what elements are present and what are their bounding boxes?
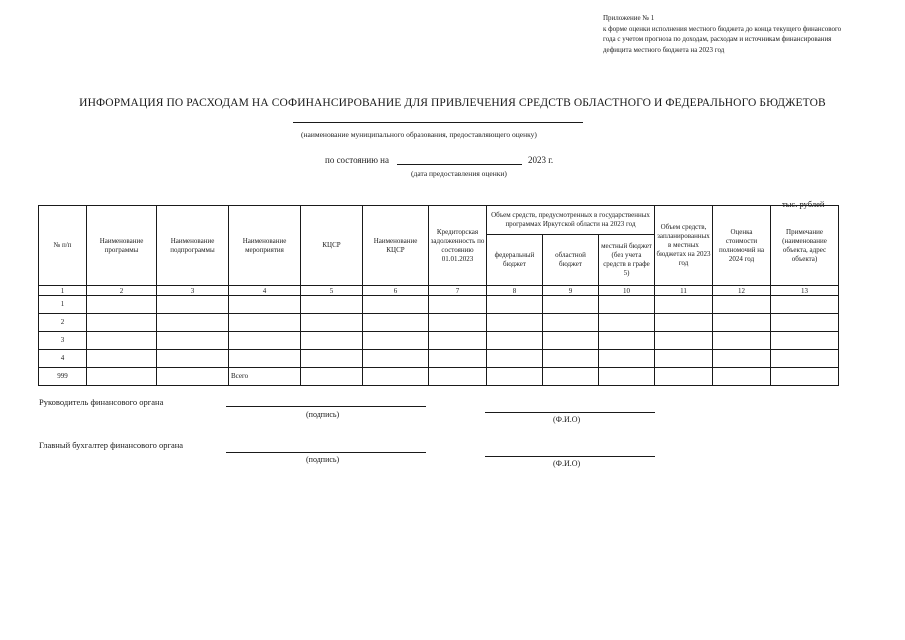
table-cell[interactable] [363, 296, 429, 314]
table-cell[interactable] [157, 296, 229, 314]
table-cell[interactable] [543, 350, 599, 368]
table-cell[interactable] [713, 314, 771, 332]
table-cell[interactable] [543, 332, 599, 350]
table-cell[interactable] [487, 314, 543, 332]
table-cell[interactable] [655, 350, 713, 368]
column-number: 4 [229, 286, 301, 296]
header-volume-group: Объем средств, предусмотренных в государственных программах Иркутской области на 2023 год [487, 206, 655, 235]
row-number: 3 [39, 332, 87, 350]
as-of-caption: (дата предоставления оценки) [411, 169, 507, 178]
table-cell[interactable] [771, 314, 839, 332]
column-number: 12 [713, 286, 771, 296]
table-cell[interactable] [487, 368, 543, 386]
table-cell[interactable] [87, 296, 157, 314]
table-header-row [39, 206, 839, 235]
row-number: 1 [39, 296, 87, 314]
table-cell[interactable] [487, 350, 543, 368]
table-cell[interactable] [655, 332, 713, 350]
row-total-label: Всего [229, 368, 301, 386]
column-number: 8 [487, 286, 543, 296]
table-cell[interactable] [363, 368, 429, 386]
accountant-signature-line[interactable] [226, 452, 426, 453]
table-cell[interactable] [301, 296, 363, 314]
column-numbers-row [39, 286, 839, 296]
column-number: 11 [655, 286, 713, 296]
column-number: 1 [39, 286, 87, 296]
row-number: 4 [39, 350, 87, 368]
table-cell[interactable] [301, 368, 363, 386]
table-cell[interactable] [713, 296, 771, 314]
table-cell[interactable] [87, 368, 157, 386]
table-cell[interactable] [771, 332, 839, 350]
table-cell[interactable] [599, 368, 655, 386]
table-cell[interactable] [713, 368, 771, 386]
row-event[interactable] [229, 296, 301, 314]
municipality-caption: (наименование муниципального образования, предоставляющего оценку) [301, 130, 537, 139]
table-cell[interactable] [429, 296, 487, 314]
row-event[interactable] [229, 350, 301, 368]
column-number: 2 [87, 286, 157, 296]
row-event[interactable] [229, 314, 301, 332]
table-cell[interactable] [429, 350, 487, 368]
column-number: 6 [363, 286, 429, 296]
table-cell[interactable] [771, 350, 839, 368]
appendix-number: Приложение № 1 [603, 14, 655, 22]
column-number: 3 [157, 286, 229, 296]
table-row [39, 350, 839, 368]
table-cell[interactable] [87, 350, 157, 368]
table-cell[interactable] [599, 314, 655, 332]
header-planned: Объем средств, запланированных в местных бюджетах на 2023 год [655, 206, 713, 286]
header-event: Наименование мероприятия [229, 206, 301, 286]
head-signature-line[interactable] [226, 406, 426, 407]
head-name-line[interactable] [485, 412, 655, 413]
table-cell[interactable] [713, 332, 771, 350]
header-program: Наименование программы [87, 206, 157, 286]
head-name-caption: (Ф.И.О) [553, 415, 581, 424]
table-cell[interactable] [157, 314, 229, 332]
table-cell[interactable] [655, 314, 713, 332]
column-number: 5 [301, 286, 363, 296]
header-note: Примечание (наименование объекта, адрес объекта) [771, 206, 839, 286]
table-cell[interactable] [363, 314, 429, 332]
table-cell[interactable] [301, 314, 363, 332]
table-cell[interactable] [87, 314, 157, 332]
column-number: 13 [771, 286, 839, 296]
table-cell[interactable] [363, 350, 429, 368]
table-cell[interactable] [543, 314, 599, 332]
table-cell[interactable] [771, 368, 839, 386]
appendix-note [603, 13, 843, 55]
units-label: тыс. рублей [782, 199, 825, 209]
table-cell[interactable] [157, 350, 229, 368]
table-cell[interactable] [429, 314, 487, 332]
header-local: местный бюджет (без учета средств в графе 5) [599, 235, 655, 286]
accountant-name-line[interactable] [485, 456, 655, 457]
header-regional: областной бюджет [543, 235, 599, 286]
table-cell[interactable] [157, 368, 229, 386]
table-row [39, 296, 839, 314]
table-cell[interactable] [599, 296, 655, 314]
accountant-signature-caption: (подпись) [306, 455, 340, 464]
row-number: 2 [39, 314, 87, 332]
table-cell[interactable] [157, 332, 229, 350]
document-title: ИНФОРМАЦИЯ ПО РАСХОДАМ НА СОФИНАНСИРОВАНИЕ ДЛЯ ПРИВЛЕЧЕНИЯ СРЕДСТВ ОБЛАСТНОГО И ФЕДЕРАЛЬНОГО БЮДЖЕТОВ [79, 97, 826, 109]
header-estimate: Оценка стоимости полномочий на 2024 год [713, 206, 771, 286]
header-debt: Кредиторская задолженность по состоянию 01.01.2023 [429, 206, 487, 286]
head-signature-caption: (подпись) [306, 410, 340, 419]
as-of-year: 2023 г. [528, 155, 554, 165]
accountant-signature-label: Главный бухгалтер финансового органа [39, 440, 184, 450]
table-row [39, 314, 839, 332]
table-cell[interactable] [599, 350, 655, 368]
table-cell[interactable] [655, 296, 713, 314]
appendix-description: к форме оценки исполнения местного бюджета до конца текущего финансового года с учетом прогноза по доходам, расходам и источникам финансирования дефицита местного бюджета на 2023 год [603, 24, 842, 54]
table-cell[interactable] [301, 350, 363, 368]
accountant-name-caption: (Ф.И.О) [553, 459, 581, 468]
table-cell[interactable] [487, 296, 543, 314]
municipality-line [293, 122, 583, 123]
table-cell[interactable] [543, 368, 599, 386]
table-row [39, 332, 839, 350]
header-federal: федеральный бюджет [487, 235, 543, 286]
table-cell[interactable] [771, 296, 839, 314]
table-cell[interactable] [599, 332, 655, 350]
table-cell[interactable] [487, 332, 543, 350]
header-subprogram: Наименование подпрограммы [157, 206, 229, 286]
header-num: № п/п [39, 206, 87, 286]
header-kcsr-name: Наименование КЦСР [363, 206, 429, 286]
table-cell[interactable] [713, 350, 771, 368]
table-row-total [39, 368, 839, 386]
as-of-label: по состоянию на [325, 155, 389, 165]
head-signature-label: Руководитель финансового органа [39, 397, 164, 407]
table-cell[interactable] [87, 332, 157, 350]
column-number: 10 [599, 286, 655, 296]
table-cell[interactable] [543, 296, 599, 314]
table-cell[interactable] [363, 332, 429, 350]
as-of-date-line [397, 164, 522, 165]
expenditure-table [38, 205, 839, 386]
column-number: 7 [429, 286, 487, 296]
table-cell[interactable] [429, 332, 487, 350]
table-cell[interactable] [429, 368, 487, 386]
table-cell[interactable] [655, 368, 713, 386]
column-number: 9 [543, 286, 599, 296]
header-kcsr: КЦСР [301, 206, 363, 286]
table-cell[interactable] [301, 332, 363, 350]
row-number: 999 [39, 368, 87, 386]
row-event[interactable] [229, 332, 301, 350]
